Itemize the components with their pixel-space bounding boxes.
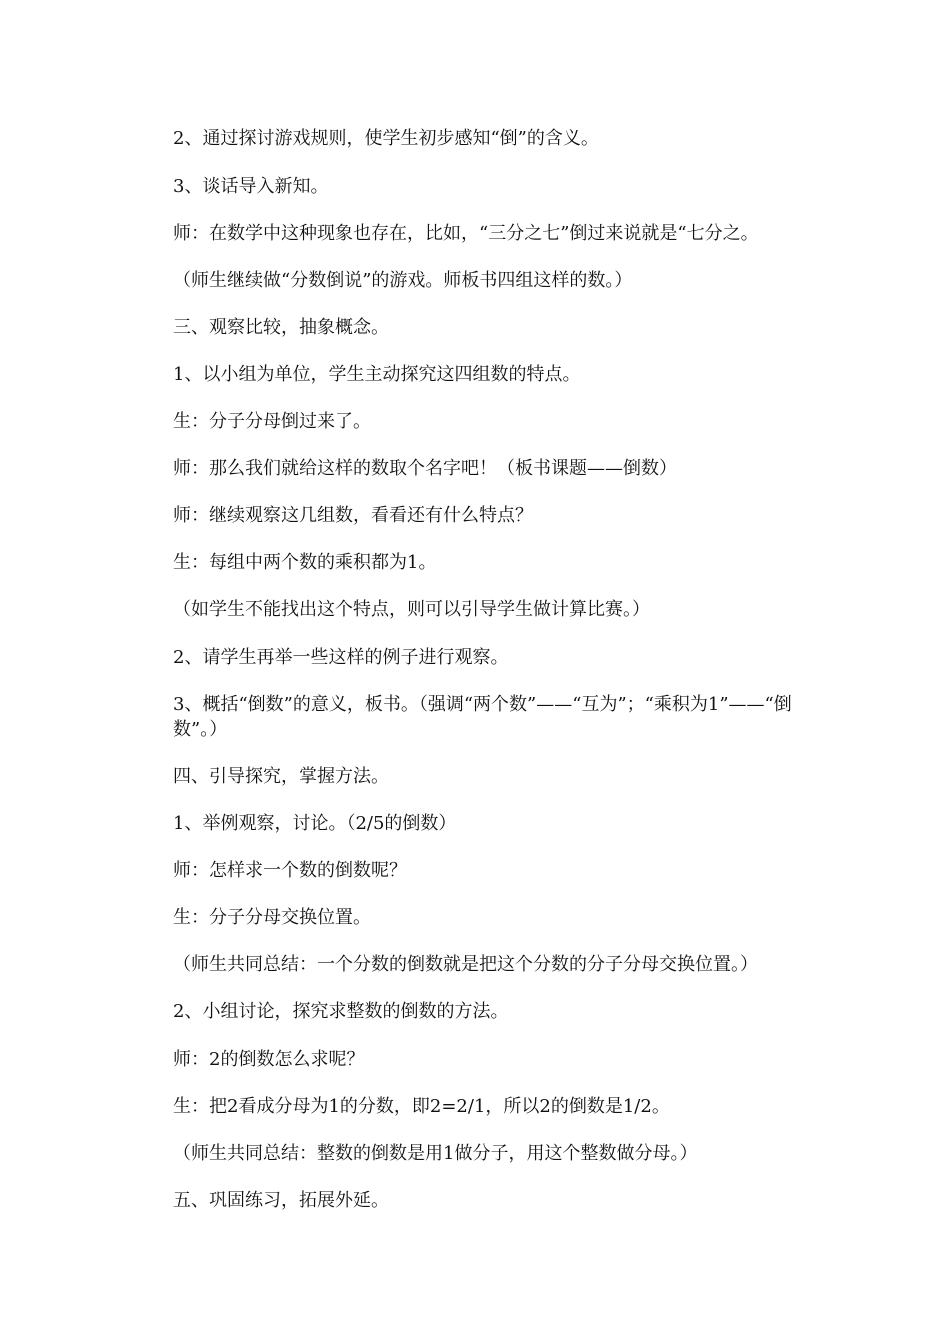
paragraph-2: 3、谈话导入新知。 xyxy=(173,176,329,197)
section-heading-4: 四、引导探究，掌握方法。 xyxy=(173,766,389,787)
paragraph-15: 1、举例观察，讨论。（2/5的倒数） xyxy=(173,813,457,834)
paragraph-7: 生：分子分母倒过来了。 xyxy=(173,411,371,432)
paragraph-10: 生：每组中两个数的乘积都为1。 xyxy=(173,552,437,573)
section-heading-3: 三、观察比较，抽象概念。 xyxy=(173,317,389,338)
paragraph-6: 1、以小组为单位，学生主动探究这四组数的特点。 xyxy=(173,364,581,385)
paragraph-21: 生：把2看成分母为1的分数，即2=2/1，所以2的倒数是1/2。 xyxy=(173,1096,670,1117)
paragraph-4: （师生继续做“分数倒说”的游戏。师板书四组这样的数。） xyxy=(173,270,633,291)
section-heading-5: 五、巩固练习，拓展外延。 xyxy=(173,1190,389,1211)
paragraph-12: 2、请学生再举一些这样的例子进行观察。 xyxy=(173,647,509,668)
paragraph-1: 2、通过探讨游戏规则，使学生初步感知“倒”的含义。 xyxy=(173,128,599,149)
paragraph-22: （师生共同总结：整数的倒数是用1做分子，用这个整数做分母。） xyxy=(173,1143,698,1164)
paragraph-20: 师：2的倒数怎么求呢？ xyxy=(173,1049,365,1070)
paragraph-9: 师：继续观察这几组数，看看还有什么特点？ xyxy=(173,505,533,526)
paragraph-18: （师生共同总结：一个分数的倒数就是把这个分数的分子分母交换位置。） xyxy=(173,954,758,975)
paragraph-11: （如学生不能找出这个特点，则可以引导学生做计算比赛。） xyxy=(173,599,650,620)
paragraph-13: 3、概括“倒数”的意义，板书。（强调“两个数”——“互为”；“乘积为1”——“倒数”。） xyxy=(173,694,792,740)
paragraph-19: 2、小组讨论，探究求整数的倒数的方法。 xyxy=(173,1001,509,1022)
paragraph-8: 师：那么我们就给这样的数取个名字吧！（板书课题——倒数） xyxy=(173,458,677,479)
paragraph-3: 师：在数学中这种现象也存在，比如，“三分之七”倒过来说就是“七分之。 xyxy=(173,223,759,244)
paragraph-16: 师：怎样求一个数的倒数呢？ xyxy=(173,860,407,881)
paragraph-17: 生：分子分母交换位置。 xyxy=(173,907,371,928)
